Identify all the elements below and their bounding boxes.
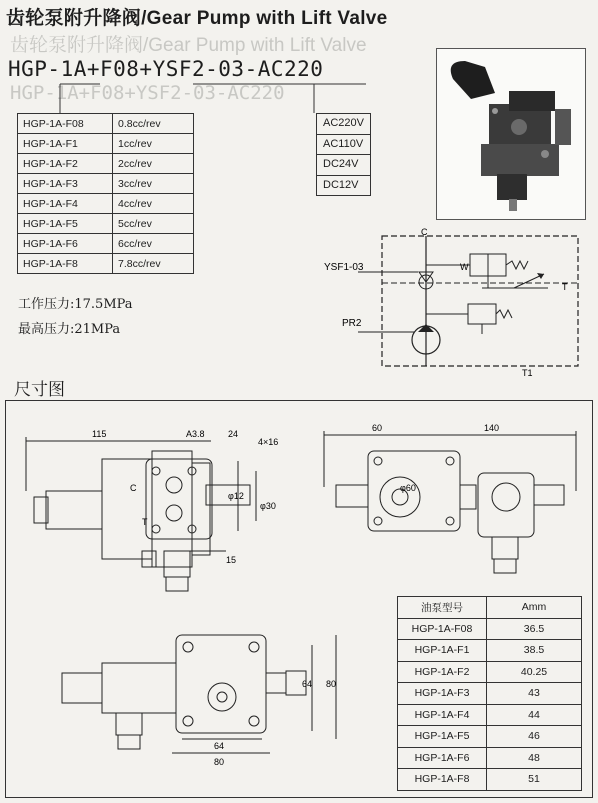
table-row	[398, 726, 582, 748]
pump-model-cell: HGP-1A-F3	[18, 174, 113, 194]
valve-label: YSF1-03	[324, 262, 364, 273]
table-row	[18, 174, 194, 194]
displacement-cell: 7.8cc/rev	[113, 254, 194, 274]
dim-a38: A3.8	[186, 429, 205, 439]
amm-value-cell: 46	[487, 726, 582, 748]
amm-value-cell: 38.5	[487, 640, 582, 662]
table-row	[398, 618, 582, 640]
pump-model-cell: HGP-1A-F5	[18, 214, 113, 234]
displacement-cell: 0.8cc/rev	[113, 114, 194, 134]
displacement-cell: 3cc/rev	[113, 174, 194, 194]
working-pressure: 工作压力:17.5MPa	[18, 297, 133, 312]
displacement-cell: 2cc/rev	[113, 154, 194, 174]
amm-table	[397, 596, 582, 791]
hydraulic-schematic	[318, 228, 590, 378]
table-row	[18, 254, 194, 274]
amm-value-cell: 43	[487, 683, 582, 705]
max-pressure: 最高压力:21MPa	[18, 322, 121, 337]
dim-60: 60	[372, 423, 383, 433]
table-row	[398, 640, 582, 662]
dim-80-width: 80	[214, 757, 225, 767]
page-title: 齿轮泵附升降阀/Gear Pump with Lift Valve	[6, 8, 388, 29]
table-header-cell: Amm	[487, 597, 582, 619]
table-row	[18, 194, 194, 214]
product-photo-icon	[437, 49, 585, 219]
pump-label: PR2	[342, 318, 362, 329]
dim-d30: φ30	[260, 501, 276, 511]
amm-value-cell: 40.25	[487, 661, 582, 683]
pump-model-cell: HGP-1A-F08	[398, 618, 487, 640]
model-code: HGP-1A+F08+YSF2-03-AC220	[8, 57, 324, 81]
table-row	[18, 154, 194, 174]
voltage-item: DC24V	[317, 155, 370, 176]
amm-value-cell: 51	[487, 769, 582, 791]
pump-model-cell: HGP-1A-F1	[398, 640, 487, 662]
ghost-model: HGP-1A+F08+YSF2-03-AC220	[10, 82, 285, 104]
dim-c: C	[130, 483, 137, 493]
table-header-cell: 油泵型号	[398, 597, 487, 619]
table-row	[398, 661, 582, 683]
dim-64-height: 64	[302, 679, 313, 689]
dim-115: 115	[92, 429, 107, 439]
voltage-item: DC12V	[323, 178, 359, 191]
dim-t: T	[142, 517, 148, 527]
pump-model-cell: HGP-1A-F3	[398, 683, 487, 705]
pump-model-cell: HGP-1A-F8	[398, 769, 487, 791]
pump-model-cell: HGP-1A-F6	[18, 234, 113, 254]
pump-model-cell: HGP-1A-F08	[18, 114, 113, 134]
amm-value-cell: 44	[487, 704, 582, 726]
dim-140: 140	[484, 423, 500, 433]
amm-value-cell: 36.5	[487, 618, 582, 640]
port-w-label: W	[460, 262, 469, 272]
table-row	[18, 234, 194, 254]
displacement-cell: 5cc/rev	[113, 214, 194, 234]
port-t-label: T	[562, 282, 568, 292]
displacement-cell: 4cc/rev	[113, 194, 194, 214]
dim-24: 24	[228, 429, 239, 439]
table-row	[18, 134, 194, 154]
table-row	[18, 114, 194, 134]
table-row	[398, 683, 582, 705]
pump-model-cell: HGP-1A-F4	[18, 194, 113, 214]
displacement-cell: 6cc/rev	[113, 234, 194, 254]
dim-d12: φ12	[228, 491, 244, 501]
pump-model-cell: HGP-1A-F6	[398, 747, 487, 769]
pump-model-cell: HGP-1A-F2	[398, 661, 487, 683]
dim-d60: φ60	[400, 483, 416, 493]
voltage-item: AC110V	[317, 135, 370, 156]
voltage-options	[316, 113, 371, 196]
table-row	[18, 214, 194, 234]
port-t1-label: T1	[522, 368, 533, 378]
pump-model-cell: HGP-1A-F5	[398, 726, 487, 748]
dim-80-height: 80	[326, 679, 337, 689]
table-row	[398, 747, 582, 769]
product-photo	[436, 48, 586, 220]
ghost-title: 齿轮泵附升降阀/Gear Pump with Lift Valve	[10, 35, 367, 56]
dim-64-width: 64	[214, 741, 225, 751]
port-c-label: C	[421, 228, 428, 237]
table-row	[398, 704, 582, 726]
amm-value-cell: 48	[487, 747, 582, 769]
voltage-item: AC220V	[317, 114, 370, 135]
pump-spec-table	[17, 113, 194, 274]
pump-model-cell: HGP-1A-F1	[18, 134, 113, 154]
dim-4x16: 4×16	[258, 437, 279, 447]
section-title: 尺寸图	[14, 380, 65, 399]
dim-15: 15	[226, 555, 237, 565]
displacement-cell: 1cc/rev	[113, 134, 194, 154]
table-header-row	[398, 597, 582, 619]
pump-model-cell: HGP-1A-F8	[18, 254, 113, 274]
table-row	[398, 769, 582, 791]
pump-model-cell: HGP-1A-F4	[398, 704, 487, 726]
pump-model-cell: HGP-1A-F2	[18, 154, 113, 174]
